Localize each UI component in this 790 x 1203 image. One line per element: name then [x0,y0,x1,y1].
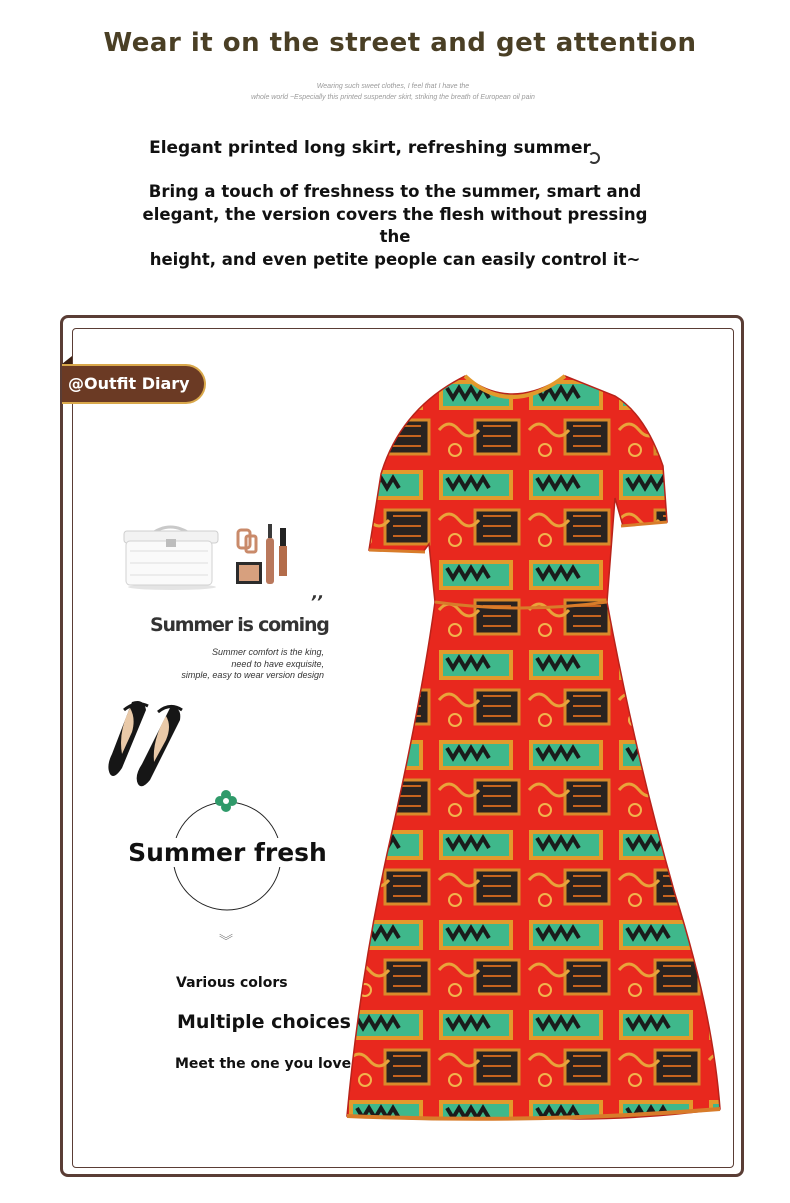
intro-line: height, and even petite people can easily control it~ [149,249,641,269]
chevron-down-icon: ︾ [219,934,233,950]
small-caption-line-1: Wearing such sweet clothes, I feel that I have the [316,83,470,90]
summer-coming-title: Summer is coming [150,614,329,636]
quote-mark-icon: ,, [312,583,325,602]
summer-desc-line: Summer comfort is the king, [211,647,324,657]
subtitle-decoration-icon [588,152,600,164]
intro-paragraph [130,181,660,271]
badge-fold [62,356,72,364]
clover-icon [214,789,238,813]
outfit-diary-badge: @Outfit Diary [62,364,206,404]
cosmetics-image [232,522,302,588]
summer-desc-line: simple, easy to wear version design [181,670,324,680]
handbag-image [120,517,220,591]
page-headline: Wear it on the street and get attention [103,28,697,58]
multiple-choices-text: Multiple choices [177,1011,351,1033]
meet-love-text: Meet the one you love [175,1056,352,1072]
summer-desc-line: need to have exquisite, [231,658,324,669]
summer-description [150,647,324,682]
dress-image [345,374,725,1122]
shoes-image [102,688,188,792]
subtitle: Elegant printed long skirt, refreshing summer [149,138,591,158]
summer-fresh-title: Summer fresh [120,838,335,867]
various-colors-text: Various colors [176,975,288,991]
small-caption-line-2: whole world ~Especially this printed suspender skirt, striking the breath of European oil pain [251,94,535,101]
intro-line: elegant, the version covers the flesh without pressing the [142,204,648,246]
intro-line: Bring a touch of freshness to the summer, smart and [148,182,642,201]
